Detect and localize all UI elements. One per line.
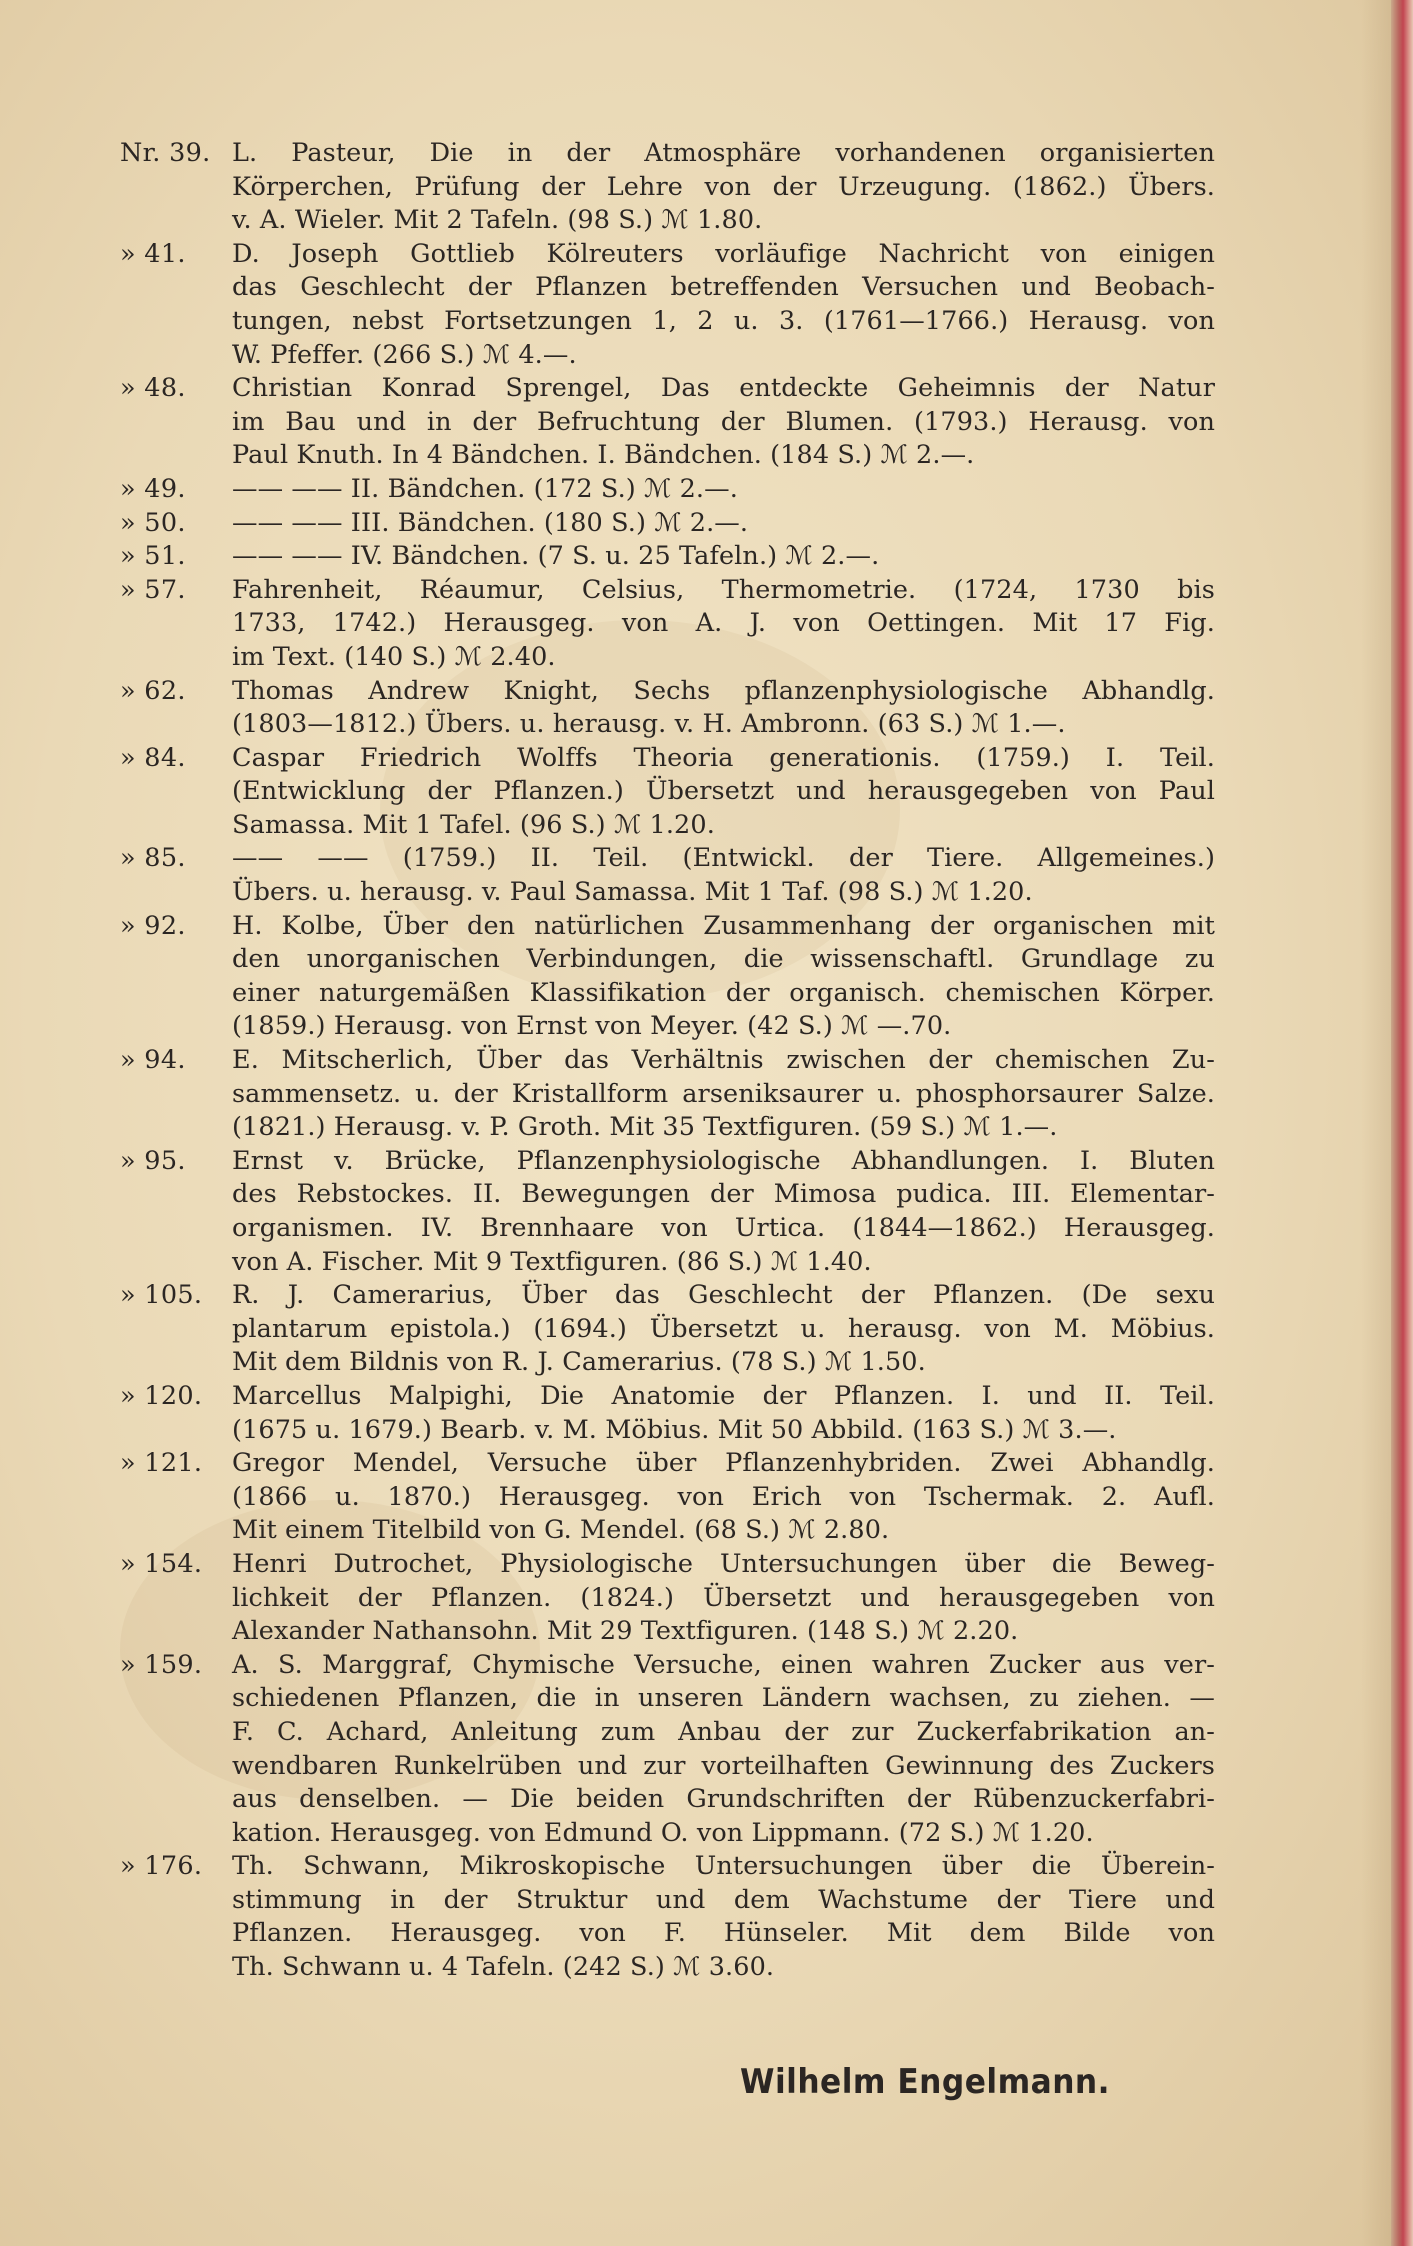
entry-text [232, 507, 1215, 541]
entry-line: Gregor Mendel, Versuche über Pflanzenhybriden. Zwei Abhandlg. [232, 1448, 1215, 1479]
entry-line: tungen, nebst Fortsetzungen 1, 2 u. 3. (1761—1766.) Herausg. von [232, 305, 1215, 336]
entry-text [232, 372, 1215, 473]
entry-line: Samassa. Mit 1 Tafel. (96 S.) ℳ 1.20. [232, 809, 715, 840]
entry-number: » 120. [120, 1380, 203, 1411]
catalog-entry [120, 372, 1215, 473]
entry-text [232, 1850, 1215, 1984]
catalog-entry [120, 1548, 1215, 1649]
entry-line: das Geschlecht der Pflanzen betreffenden Versuchen und Beobach- [232, 272, 1215, 303]
entry-text [232, 1548, 1215, 1649]
catalog-entry [120, 238, 1215, 372]
entry-line: —— —— (1759.) II. Teil. (Entwickl. der Tiere. Allgemeines.) [232, 843, 1215, 874]
entry-line: —— —— IV. Bändchen. (7 S. u. 25 Tafeln.) ℳ 2.—. [232, 541, 880, 572]
entry-line: Übers. u. herausg. v. Paul Samassa. Mit 1 Taf. (98 S.) ℳ 1.20. [232, 877, 1033, 908]
entry-text [232, 1145, 1215, 1279]
catalog-entry [120, 540, 1215, 574]
entry-line: R. J. Camerarius, Über das Geschlecht der Pflanzen. (De sexu [232, 1280, 1215, 1311]
entry-line: Henri Dutrochet, Physiologische Untersuchungen über die Beweg- [232, 1548, 1215, 1579]
entry-line: den unorganischen Verbindungen, die wissenschaftl. Grundlage zu [232, 944, 1215, 975]
entry-line: v. A. Wieler. Mit 2 Tafeln. (98 S.) ℳ 1.80. [232, 205, 763, 236]
entry-line: im Text. (140 S.) ℳ 2.40. [232, 641, 556, 672]
entry-line: wendbaren Runkelrüben und zur vorteilhaften Gewinnung des Zuckers [232, 1750, 1215, 1781]
entry-line: im Bau und in der Befruchtung der Blumen. (1793.) Herausg. von [232, 406, 1215, 437]
entry-line: E. Mitscherlich, Über das Verhältnis zwischen der chemischen Zu- [232, 1045, 1215, 1076]
entry-line: (1803—1812.) Übers. u. herausg. v. H. Ambronn. (63 S.) ℳ 1.—. [232, 709, 1066, 740]
entry-number: » 41. [120, 238, 186, 269]
entry-text [232, 1380, 1215, 1447]
entry-line: Paul Knuth. In 4 Bändchen. I. Bändchen. (184 S.) ℳ 2.—. [232, 440, 975, 471]
catalog-entry [120, 1649, 1215, 1851]
entry-line: Caspar Friedrich Wolffs Theoria generationis. (1759.) I. Teil. [232, 742, 1215, 773]
catalog-entry [120, 1044, 1215, 1145]
entry-line: plantarum epistola.) (1694.) Übersetzt u. herausg. von M. Möbius. [232, 1313, 1215, 1344]
entry-text [232, 742, 1215, 843]
entry-line: des Rebstockes. II. Bewegungen der Mimosa pudica. III. Elementar- [232, 1179, 1215, 1210]
red-book-edge [1391, 0, 1413, 2246]
entry-text [232, 574, 1215, 675]
entry-text [232, 1279, 1215, 1380]
entry-text [232, 540, 1215, 574]
entry-number: » 62. [120, 675, 186, 706]
catalog-entry [120, 137, 1215, 238]
entry-line: F. C. Achard, Anleitung zum Anbau der zur Zuckerfabrikation an- [232, 1716, 1215, 1747]
entry-line: —— —— II. Bändchen. (172 S.) ℳ 2.—. [232, 473, 738, 504]
publisher-name: Wilhelm Engelmann. [740, 2062, 1111, 2102]
entry-number: » 94. [120, 1045, 186, 1076]
entry-number: » 84. [120, 742, 186, 773]
catalog-entry [120, 742, 1215, 843]
catalog-entry [120, 507, 1215, 541]
entry-line: aus denselben. — Die beiden Grundschriften der Rübenzuckerfabri- [232, 1784, 1215, 1815]
entry-line: organismen. IV. Brennhaare von Urtica. (1844—1862.) Herausgeg. [232, 1213, 1215, 1243]
catalog-entry [120, 1279, 1215, 1380]
entry-line: (Entwicklung der Pflanzen.) Übersetzt und herausgegeben von Paul [232, 776, 1215, 807]
entry-line: lichkeit der Pflanzen. (1824.) Übersetzt und herausgegeben von [232, 1582, 1215, 1613]
entry-text [232, 1649, 1215, 1851]
entry-line: Alexander Nathansohn. Mit 29 Textfiguren. (148 S.) ℳ 2.20. [232, 1616, 1019, 1647]
entry-number: » 95. [120, 1145, 186, 1176]
entry-line: Th. Schwann u. 4 Tafeln. (242 S.) ℳ 3.60. [232, 1952, 775, 1983]
entry-line: Th. Schwann, Mikroskopische Untersuchungen über die Überein- [232, 1851, 1215, 1882]
entry-line: Ernst v. Brücke, Pflanzenphysiologische Abhandlungen. I. Bluten [232, 1145, 1215, 1176]
entry-line: W. Pfeffer. (266 S.) ℳ 4.—. [232, 339, 577, 370]
entry-text [232, 1447, 1215, 1548]
entry-text [232, 473, 1215, 507]
catalog-entry [120, 473, 1215, 507]
entry-line: stimmung in der Struktur und dem Wachstume der Tiere und [232, 1884, 1215, 1915]
entry-line: Pflanzen. Herausgeg. von F. Hünseler. Mit dem Bilde von [232, 1918, 1215, 1949]
entry-number: » 57. [120, 574, 186, 605]
entry-number: » 48. [120, 373, 186, 404]
entry-line: Mit dem Bildnis von R. J. Camerarius. (78 S.) ℳ 1.50. [232, 1347, 926, 1378]
entry-number: » 51. [120, 541, 186, 572]
entry-line: (1675 u. 1679.) Bearb. v. M. Möbius. Mit 50 Abbild. (163 S.) ℳ 3.—. [232, 1414, 1117, 1445]
entry-line: L. Pasteur, Die in der Atmosphäre vorhandenen organisierten [232, 138, 1215, 168]
entry-text [232, 137, 1215, 238]
entry-line: (1866 u. 1870.) Herausgeg. von Erich von Tschermak. 2. Aufl. [232, 1481, 1215, 1512]
entry-text [232, 910, 1215, 1044]
entry-number: » 50. [120, 507, 186, 538]
catalog-entry [120, 1380, 1215, 1447]
entry-line: Marcellus Malpighi, Die Anatomie der Pflanzen. I. und II. Teil. [232, 1380, 1215, 1411]
entry-line: von A. Fischer. Mit 9 Textfiguren. (86 S.) ℳ 1.40. [232, 1246, 872, 1277]
entry-number: » 159. [120, 1649, 203, 1680]
catalog-entry [120, 574, 1215, 675]
entry-text [232, 238, 1215, 372]
entry-line: sammensetz. u. der Kristallform arseniksaurer u. phosphorsaurer Salze. [232, 1078, 1215, 1109]
catalog-entry [120, 1145, 1215, 1279]
entry-line: Mit einem Titelbild von G. Mendel. (68 S.) ℳ 2.80. [232, 1515, 890, 1546]
page-edge-shade [1361, 0, 1391, 2246]
entry-line: Christian Konrad Sprengel, Das entdeckte Geheimnis der Natur [232, 373, 1215, 404]
entry-line: Thomas Andrew Knight, Sechs pflanzenphysiologische Abhandlg. [232, 675, 1215, 706]
catalog-entry [120, 1850, 1215, 1984]
catalog-entry [120, 842, 1215, 909]
entry-number: » 121. [120, 1448, 203, 1479]
entry-line: 1733, 1742.) Herausgeg. von A. J. von Oettingen. Mit 17 Fig. [232, 608, 1215, 639]
entry-line: schiedenen Pflanzen, die in unseren Ländern wachsen, zu ziehen. — [232, 1683, 1215, 1714]
entry-number: » 176. [120, 1851, 203, 1882]
entry-text [232, 675, 1215, 742]
entry-number: » 154. [120, 1548, 203, 1579]
entry-number: » 105. [120, 1280, 203, 1311]
entry-number: » 92. [120, 910, 186, 941]
entry-line: —— —— III. Bändchen. (180 S.) ℳ 2.—. [232, 507, 749, 538]
entry-line: kation. Herausgeg. von Edmund O. von Lippmann. (72 S.) ℳ 1.20. [232, 1817, 1094, 1848]
catalog-entry [120, 910, 1215, 1044]
entry-line: Körperchen, Prüfung der Lehre von der Urzeugung. (1862.) Übers. [232, 171, 1215, 202]
entry-line: Fahrenheit, Réaumur, Celsius, Thermometrie. (1724, 1730 bis [232, 574, 1215, 605]
catalog-entry [120, 675, 1215, 742]
entry-line: H. Kolbe, Über den natürlichen Zusammenhang der organischen mit [232, 910, 1215, 941]
entry-line: D. Joseph Gottlieb Kölreuters vorläufige Nachricht von einigen [232, 238, 1215, 269]
entry-text [232, 842, 1215, 909]
entry-line: A. S. Marggraf, Chymische Versuche, einen wahren Zucker aus ver- [232, 1649, 1215, 1680]
entry-number: » 49. [120, 473, 186, 504]
catalog-entry [120, 1447, 1215, 1548]
entry-number: Nr. 39. [120, 138, 211, 168]
entry-text [232, 1044, 1215, 1145]
entry-line: (1859.) Herausg. von Ernst von Meyer. (42 S.) ℳ —.70. [232, 1011, 952, 1042]
entry-line: (1821.) Herausg. v. P. Groth. Mit 35 Textfiguren. (59 S.) ℳ 1.—. [232, 1112, 1058, 1143]
catalog-list [120, 137, 1215, 1985]
entry-line: einer naturgemäßen Klassifikation der organisch. chemischen Körper. [232, 977, 1215, 1008]
entry-number: » 85. [120, 843, 186, 874]
